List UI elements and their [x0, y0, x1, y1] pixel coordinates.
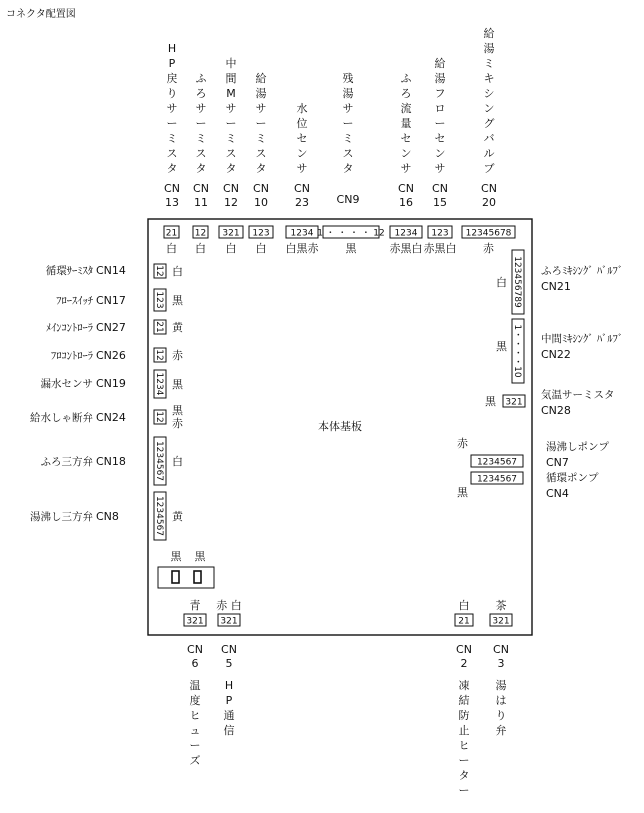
right-pin-label: 1234567	[476, 474, 518, 485]
bottom-connector-name: 凍結防止ヒーター	[458, 679, 470, 797]
left-connector-name: 循環ｻｰﾐｽﾀ	[45, 265, 93, 277]
left-cn-label: CN8	[96, 510, 119, 523]
right-connector-name: ふろﾐｷｼﾝｸﾞ ﾊﾞﾙﾌﾞ	[541, 265, 624, 277]
left-wire-color: 黒	[172, 294, 183, 307]
page-title: コネクタ配置図	[6, 9, 76, 20]
right-wire-color: 赤	[457, 437, 468, 450]
top-connector-name: 給湯フローセンサ	[434, 57, 446, 175]
left-cn-label: CN24	[96, 411, 126, 424]
bottom-cn-label: CN	[493, 643, 509, 656]
right-wire-color: 白	[496, 276, 507, 289]
top-wire-color: 黒	[345, 242, 357, 255]
left-connector-name: ﾌﾛｺﾝﾄﾛｰﾗ	[51, 350, 93, 362]
top-connector-name: 水位センサ	[296, 102, 308, 175]
top-cn-number: 13	[165, 196, 179, 209]
top-wire-color: 赤黒白	[389, 242, 423, 255]
bottom-cn-number: 6	[191, 657, 199, 670]
terminal-wire-color: 黒	[170, 550, 182, 563]
top-pin-label: 12	[194, 228, 207, 239]
top-pin-label: 12345678	[465, 228, 512, 239]
top-connector-name: 残湯サーミスタ	[342, 72, 354, 175]
left-connector-name: ﾒｲﾝｺﾝﾄﾛｰﾗ	[45, 322, 93, 334]
top-cn-number: 16	[399, 196, 413, 209]
top-connector-name: 中間 M サーミスタ	[225, 57, 237, 175]
top-cn-label: CN9	[336, 193, 360, 206]
right-cn-label: CN22	[541, 348, 571, 361]
left-pin-label: 1234567	[154, 440, 164, 482]
left-cn-label: CN26	[96, 349, 126, 362]
top-connector-name: ふろサーミスタ	[195, 72, 207, 175]
left-connector-name: ﾌﾛｰｽｲｯﾁ	[56, 295, 93, 307]
bottom-cn-label: CN	[187, 643, 203, 656]
left-wire-color: 白	[172, 455, 183, 468]
board-label: 本体基板	[318, 420, 362, 433]
top-pin-label: 1 ・ ・ ・ ・ 12	[317, 228, 385, 239]
terminal-wire-color: 黒	[194, 550, 206, 563]
terminal-pin	[172, 571, 179, 583]
left-connector-name: 給水しゃ断弁	[30, 412, 93, 424]
top-cn-number: 11	[194, 196, 208, 209]
right-cn-label: CN21	[541, 280, 571, 293]
left-cn-label: CN17	[96, 294, 126, 307]
top-cn-label: CN	[432, 182, 448, 195]
left-pin-label: 123	[154, 291, 164, 309]
left-pin-label: 12	[154, 265, 164, 277]
top-wire-color: 赤	[483, 242, 494, 255]
top-cn-label: CN	[253, 182, 269, 195]
top-connector-name: H P 戻りサーミスタ	[166, 42, 178, 175]
right-cn-label: CN7	[546, 456, 569, 469]
left-connector-name: 漏水センサ	[40, 378, 93, 390]
bottom-connector-name: 湯はり弁	[495, 679, 507, 737]
top-pin-label: 321	[222, 228, 240, 239]
left-cn-label: CN27	[96, 321, 126, 334]
top-pin-label: 21	[165, 228, 178, 239]
top-pin-label: 1234	[290, 228, 314, 239]
right-connector-name: 循環ポンプ	[546, 472, 599, 484]
bottom-cn-label: CN	[221, 643, 237, 656]
left-pin-label: 12	[154, 349, 164, 361]
bottom-cn-number: 5	[225, 657, 233, 670]
right-pin-label: 123456789	[512, 256, 522, 308]
top-pin-label: 123	[431, 228, 449, 239]
left-connector-name: 湯沸し三方弁	[30, 511, 93, 523]
top-cn-label: CN	[164, 182, 180, 195]
top-cn-label: CN	[481, 182, 497, 195]
right-cn-label: CN4	[546, 487, 569, 500]
bottom-pin-label: 321	[492, 616, 510, 627]
bottom-pin-label: 21	[458, 616, 470, 627]
bottom-pin-label: 321	[186, 616, 204, 627]
left-pin-label: 1234	[154, 372, 164, 396]
top-cn-number: 20	[482, 196, 496, 209]
left-connector-name: ふろ三方弁	[40, 456, 93, 468]
top-cn-label: CN	[223, 182, 239, 195]
top-cn-label: CN	[398, 182, 414, 195]
top-cn-number: 10	[254, 196, 268, 209]
left-wire-color: 赤	[172, 417, 183, 430]
bottom-wire-color: 白	[458, 599, 470, 612]
top-connector-name: ふろ流量センサ	[400, 72, 412, 175]
right-pin-label: 321	[505, 397, 523, 408]
top-wire-color: 赤黒白	[423, 242, 457, 255]
bottom-wire-color: 赤 白	[216, 599, 242, 612]
bottom-cn-number: 3	[497, 657, 505, 670]
left-pin-label: 12	[154, 411, 164, 423]
right-cn-label: CN28	[541, 404, 571, 417]
left-wire-color: 黄	[172, 510, 183, 523]
right-connector-name: 気温サーミスタ	[541, 389, 615, 401]
top-wire-color: 白	[195, 242, 206, 255]
top-cn-number: 23	[295, 196, 309, 209]
top-wire-color: 白	[166, 242, 177, 255]
bottom-wire-color: 茶	[495, 599, 507, 612]
right-pin-label: 1234567	[476, 457, 518, 468]
top-cn-number: 12	[224, 196, 238, 209]
terminal-block	[158, 567, 214, 588]
right-wire-color: 黒	[485, 395, 496, 408]
top-cn-label: CN	[193, 182, 209, 195]
left-cn-label: CN14	[96, 264, 126, 277]
right-wire-color: 黒	[457, 486, 468, 499]
left-pin-label: 1234567	[154, 495, 164, 537]
top-wire-color: 白	[255, 242, 267, 255]
bottom-cn-number: 2	[460, 657, 468, 670]
left-cn-label: CN19	[96, 377, 126, 390]
left-wire-color: 黄	[172, 321, 183, 334]
top-cn-number: 15	[433, 196, 447, 209]
top-cn-label: CN	[294, 182, 310, 195]
bottom-pin-label: 321	[220, 616, 238, 627]
left-cn-label: CN18	[96, 455, 126, 468]
bottom-connector-name: 温度ヒューズ	[189, 679, 201, 767]
top-pin-label: 1234	[394, 228, 418, 239]
left-wire-color: 白	[172, 265, 183, 278]
right-connector-name: 中間ﾐｷｼﾝｸﾞ ﾊﾞﾙﾌﾞ	[541, 333, 624, 345]
top-wire-color: 白黒赤	[285, 242, 319, 255]
top-connector-name: 給湯サーミスタ	[255, 72, 267, 175]
left-pin-label: 21	[154, 321, 164, 333]
top-wire-color: 白	[225, 242, 237, 255]
left-wire-color: 黒	[172, 404, 183, 417]
bottom-wire-color: 青	[189, 599, 201, 612]
terminal-pin	[194, 571, 201, 583]
left-wire-color: 赤	[172, 349, 183, 362]
top-pin-label: 123	[252, 228, 270, 239]
left-wire-color: 黒	[172, 378, 183, 391]
right-pin-label: 1・・・・10	[512, 324, 522, 378]
right-wire-color: 黒	[496, 340, 507, 353]
right-connector-name: 湯沸しポンプ	[546, 441, 609, 453]
top-connector-name: 給湯ミキシングバルブ	[483, 27, 495, 175]
bottom-cn-label: CN	[456, 643, 472, 656]
bottom-connector-name: H P 通信	[223, 679, 235, 737]
